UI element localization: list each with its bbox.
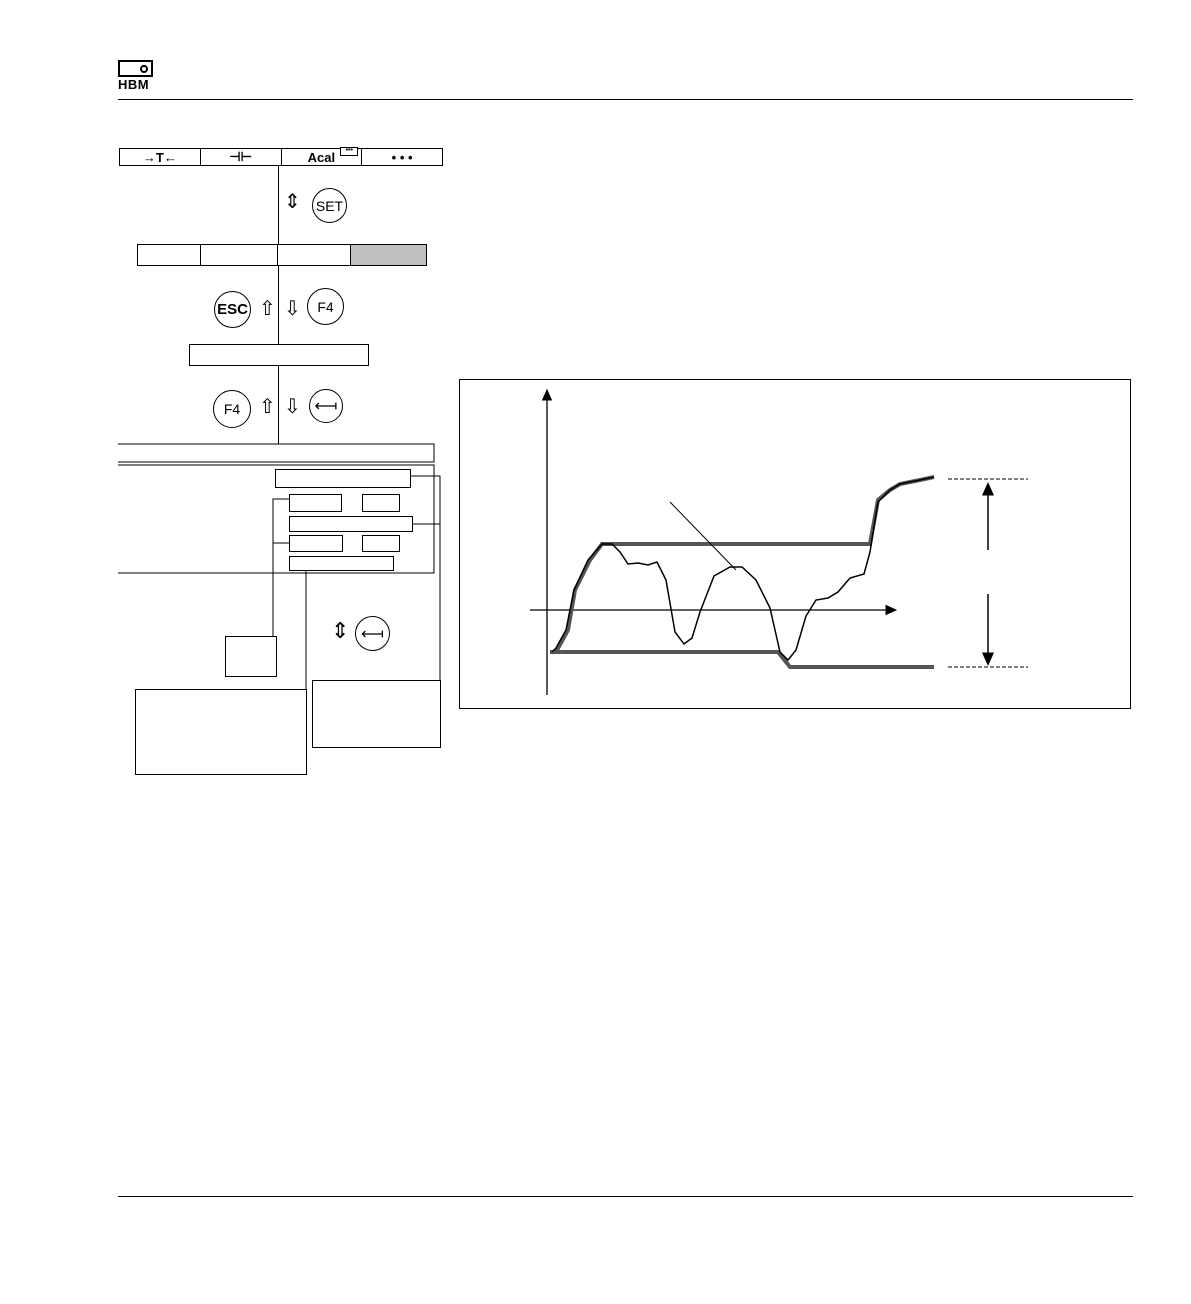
esc-key[interactable] xyxy=(214,291,251,328)
tab-tare-label: →T← xyxy=(142,149,177,165)
menu-cell[interactable] xyxy=(201,245,278,265)
header-rule xyxy=(118,99,1133,100)
bracket-right xyxy=(411,476,440,680)
f4-key[interactable] xyxy=(307,288,344,325)
set-key-label: SET xyxy=(315,197,344,214)
function-tab-bar xyxy=(119,148,443,166)
f4-key-left[interactable] xyxy=(213,390,251,428)
envelope-max-line xyxy=(550,477,934,652)
callout-line xyxy=(670,502,736,570)
menu-dots-icon: ••• xyxy=(340,147,358,156)
menu-cell[interactable] xyxy=(278,245,351,265)
value-box xyxy=(225,636,277,677)
option-list-box xyxy=(135,689,307,775)
menu-strip xyxy=(137,244,427,266)
connector-line xyxy=(278,266,279,344)
tab-tare[interactable] xyxy=(120,149,201,165)
footer-rule xyxy=(118,1196,1133,1197)
logo-dot xyxy=(140,65,148,73)
esc-key-label: ESC xyxy=(217,301,248,318)
tab-acal-label: Acal xyxy=(307,149,336,165)
hbm-logo-text: HBM xyxy=(118,77,150,92)
field-box[interactable] xyxy=(289,494,342,512)
up-arrow-icon: ⇧ xyxy=(259,396,276,418)
hbm-logo-mark xyxy=(118,60,153,77)
menu-cell-selected[interactable] xyxy=(351,245,426,265)
envelope-min-line xyxy=(550,652,934,667)
enter-key[interactable] xyxy=(309,389,343,423)
field-box[interactable] xyxy=(362,535,400,552)
connector-line xyxy=(278,166,279,244)
enter-key[interactable] xyxy=(355,616,390,651)
option-list-box xyxy=(312,680,441,748)
hbm-logo xyxy=(118,60,156,91)
connector-line xyxy=(278,366,279,444)
tab-acal[interactable] xyxy=(282,149,363,165)
field-box[interactable] xyxy=(289,535,343,552)
up-arrow-icon: ⇧ xyxy=(259,298,276,320)
enter-icon: ⟻ xyxy=(314,398,338,415)
down-arrow-icon: ⇩ xyxy=(284,298,301,320)
field-box[interactable] xyxy=(289,556,394,571)
panel-header-line xyxy=(118,444,434,462)
tab-more-label: • • • xyxy=(391,149,413,165)
down-arrow-icon: ⇩ xyxy=(284,396,301,418)
chart-frame xyxy=(459,379,1131,709)
updown-arrow-icon: ⇕ xyxy=(331,618,350,643)
tab-zero-label: ⊣⊢ xyxy=(229,149,252,164)
field-box[interactable] xyxy=(275,469,411,488)
f4-key-label: F4 xyxy=(317,298,334,315)
bracket-left-a xyxy=(273,499,289,636)
menu-cell[interactable] xyxy=(138,245,201,265)
enter-icon: ⟻ xyxy=(361,625,384,643)
peak-chart xyxy=(460,380,1132,710)
tab-more[interactable] xyxy=(362,149,442,165)
field-box[interactable] xyxy=(289,516,413,532)
updown-arrow-icon: ⇕ xyxy=(284,191,301,213)
tab-zero[interactable] xyxy=(201,149,282,165)
submenu-box[interactable] xyxy=(189,344,369,366)
field-box[interactable] xyxy=(362,494,400,512)
set-key[interactable] xyxy=(312,188,347,223)
f4-key-left-label: F4 xyxy=(223,401,241,417)
